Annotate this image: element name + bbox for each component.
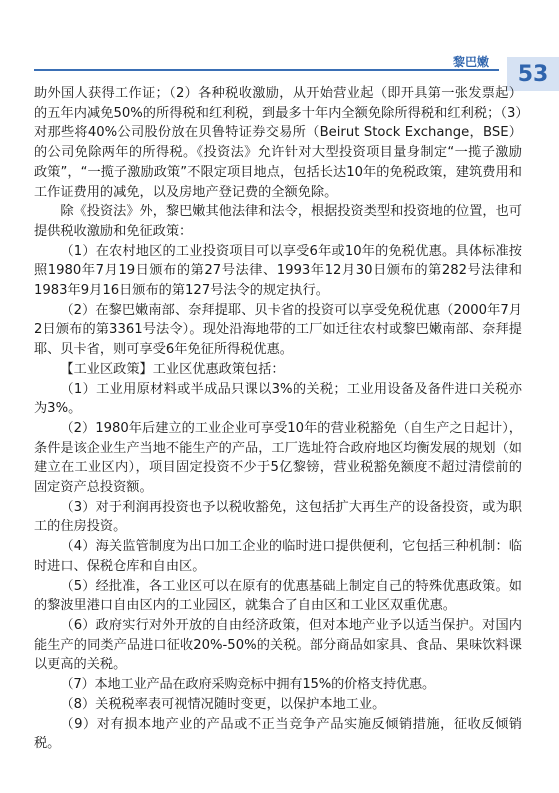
list-item-protection: （6）政府实行对外开放的自由经济政策，但对本地产业予以适当保护。对国内能生产的同类产品进口征收20%-50%的关税。部分商品如家具、食品、果味饮料课以更高的关税。	[34, 617, 522, 673]
list-item-reinvestment: （3）对于利润再投资也予以税收豁免，这包括扩大再生产的设备投资，或为职工的住房投资。	[34, 499, 522, 535]
header-rule	[34, 69, 499, 71]
list-item-special-zones: （5）经批准，各工业区可以在原有的优惠基础上制定自己的特殊优惠政策。如的黎波里港口自由区内的工业园区，就集合了自由区和工业区双重优惠。	[34, 578, 522, 614]
section-heading-industrial-zone: 【工业区政策】工业区优惠政策包括：	[60, 361, 285, 377]
list-item-procurement: （7）本地工业产品在政府采购竞标中拥有15%的价格支持优惠。	[60, 677, 435, 693]
header-country-title: 黎巴嫩	[452, 55, 489, 69]
list-item-tariff: （1）工业用原材料或半成品只课以3%的关税；工业用设备及备件进口关税亦为3%。	[34, 381, 522, 417]
list-item-south-exemption: （2）在黎巴嫩南部、奈拜提耶、贝卡省的投资可以享受免税优惠（2000年7月2日颁布的第3361号法令）。现处沿海地带的工厂如迁往农村或黎巴嫩南部、奈拜提耶、贝卡省，则可享受6年免征所得税优惠。	[34, 302, 522, 358]
list-item-business-tax: （2）1980年后建立的工业企业可享受10年的营业税豁免（自生产之日起计），条件是该企业生产当地不能生产的产品，工厂选址符合政府地区均衡发展的规划（如建立在工业区内），项目固定投资不少于5亿黎镑，营业税豁免额度不超过清偿前的固定资产总投资额。	[34, 420, 522, 496]
list-item-customs: （4）海关监管制度为出口加工企业的临时进口提供便利，它包括三种机制：临时进口、保税仓库和自由区。	[34, 539, 522, 574]
page-header	[0, 0, 559, 90]
list-item-tariff-schedule: （8）关税税率表可视情况随时变更，以保护本地工业。	[60, 696, 386, 712]
page-number: 53	[517, 61, 549, 87]
body-text	[34, 84, 522, 754]
list-item-rural-exemption: （1）在农村地区的工业投资项目可以享受6年或10年的免税优惠。具体标准按照1980年7月19日颁布的第27号法律、1993年12月30日颁布的第282号法律和1983年9月16日颁布的第127号法令的规定执行。	[34, 243, 522, 299]
paragraph-continuation: 助外国人获得工作证；（2）各种税收激励，从开始营业起（即开具第一张发票起）的五年内减免50%的所得税和红利税，到最多十年内全额免除所得税和红利税；（3）对那些将40%公司股份放在贝鲁特证券交易所（Beirut Stock Exchange，BSE）的公司免除两年的所得税。《投资法》允许针对大型投资项目量身制定“一揽子激励政策”，“一揽子激励政策”不限定项目地点，包括长达10年的免税政策，建筑费用和工作证费用的减免，以及房地产登记费的全额免除。	[34, 86, 522, 200]
paragraph-other-laws: 除《投资法》外，黎巴嫩其他法律和法令，根据投资类型和投资地的位置，也可提供税收激励和免征政策：	[34, 204, 522, 239]
list-item-anti-dumping: （9）对有损本地产业的产品或不正当竞争产品实施反倾销措施，征收反倾销税。	[34, 716, 522, 752]
